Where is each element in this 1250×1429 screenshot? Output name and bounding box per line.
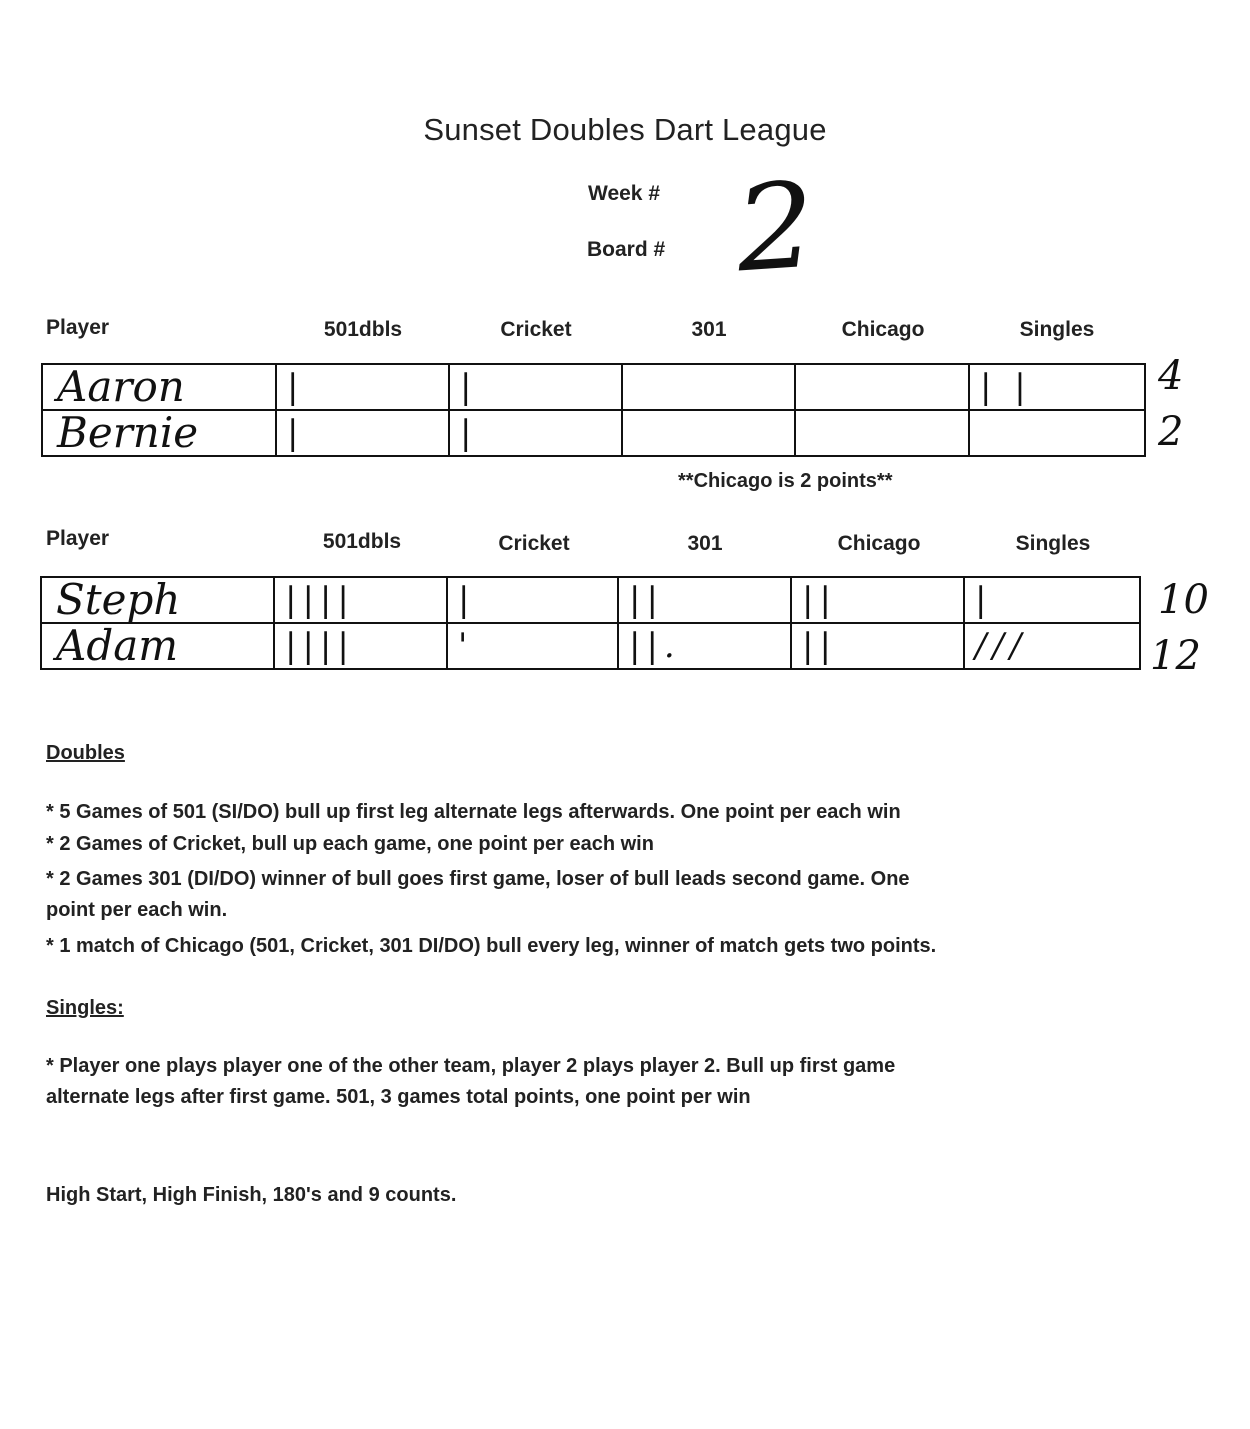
col-chicago: Chicago bbox=[837, 532, 921, 555]
col-cricket: Cricket bbox=[498, 532, 570, 555]
tally-singles: | | bbox=[969, 364, 1145, 410]
tally-singles bbox=[969, 410, 1145, 456]
tally-301 bbox=[622, 410, 795, 456]
doubles-rule-4: * 1 match of Chicago (501, Cricket, 301 DI/DO) bull every leg, winner of match gets two points. bbox=[46, 935, 937, 957]
tally-cricket: | bbox=[449, 410, 622, 456]
tally-chicago bbox=[795, 410, 969, 456]
doubles-rule-1: * 5 Games of 501 (SI/DO) bull up first leg alternate legs afterwards. One point per each win bbox=[46, 801, 901, 823]
doubles-rule-2: * 2 Games of Cricket, bull up each game, one point per each win bbox=[46, 833, 654, 855]
col-301: 301 bbox=[691, 318, 727, 341]
doubles-heading: Doubles bbox=[46, 742, 125, 764]
team1-row1-total: 4 bbox=[1158, 353, 1184, 399]
table-row bbox=[42, 410, 1145, 456]
tally-chicago: || bbox=[791, 623, 964, 669]
tally-cricket: ' bbox=[447, 623, 618, 669]
footer-note: High Start, High Finish, 180's and 9 counts. bbox=[46, 1184, 457, 1206]
table-row bbox=[41, 623, 1140, 669]
tally-cricket: | bbox=[447, 577, 618, 623]
player-name: Aaron bbox=[42, 364, 276, 410]
tally-singles: /// bbox=[964, 623, 1140, 669]
singles-rule: * Player one plays player one of the other team, player 2 plays player 2. Bull up first game alternate legs after first game. 501, 3 games total points, one point per win bbox=[46, 1055, 896, 1108]
page-title: Sunset Doubles Dart League bbox=[423, 112, 827, 147]
table-row bbox=[42, 364, 1145, 410]
col-301: 301 bbox=[687, 532, 723, 555]
singles-heading: Singles: bbox=[46, 997, 124, 1019]
table-row bbox=[41, 577, 1140, 623]
col-player: Player bbox=[46, 316, 110, 339]
team1-score-table bbox=[41, 363, 1146, 457]
tally-501dbls: |||| bbox=[274, 623, 447, 669]
col-cricket: Cricket bbox=[500, 318, 572, 341]
doubles-rule-3: * 2 Games 301 (DI/DO) winner of bull goes first game, loser of bull leads second game. One point per each win. bbox=[46, 868, 910, 921]
team2-score-table bbox=[40, 576, 1141, 670]
col-player: Player bbox=[46, 527, 110, 550]
player-name: Steph bbox=[41, 577, 274, 623]
chicago-note: **Chicago is 2 points** bbox=[678, 470, 893, 492]
tally-501dbls: |||| bbox=[274, 577, 447, 623]
tally-301 bbox=[622, 364, 795, 410]
tally-chicago: || bbox=[791, 577, 964, 623]
tally-301: || bbox=[618, 577, 791, 623]
col-501dbls: 501dbls bbox=[322, 530, 402, 553]
col-chicago: Chicago bbox=[841, 318, 925, 341]
tally-cricket: | bbox=[449, 364, 622, 410]
col-singles: Singles bbox=[1015, 532, 1091, 555]
tally-501dbls: | bbox=[276, 410, 449, 456]
week-label: Week # bbox=[588, 182, 660, 205]
col-501dbls: 501dbls bbox=[323, 318, 403, 341]
tally-singles: | bbox=[964, 577, 1140, 623]
team1-row2-total: 2 bbox=[1158, 409, 1184, 455]
week-number-handwritten: 2 bbox=[731, 155, 820, 299]
tally-501dbls: | bbox=[276, 364, 449, 410]
board-label: Board # bbox=[587, 238, 666, 261]
team2-row2-total: 12 bbox=[1150, 633, 1201, 679]
tally-301: ||. bbox=[618, 623, 791, 669]
tally-chicago bbox=[795, 364, 969, 410]
col-singles: Singles bbox=[1019, 318, 1095, 341]
team2-row1-total: 10 bbox=[1158, 577, 1209, 623]
player-name: Bernie bbox=[42, 410, 276, 456]
player-name: Adam bbox=[41, 623, 274, 669]
